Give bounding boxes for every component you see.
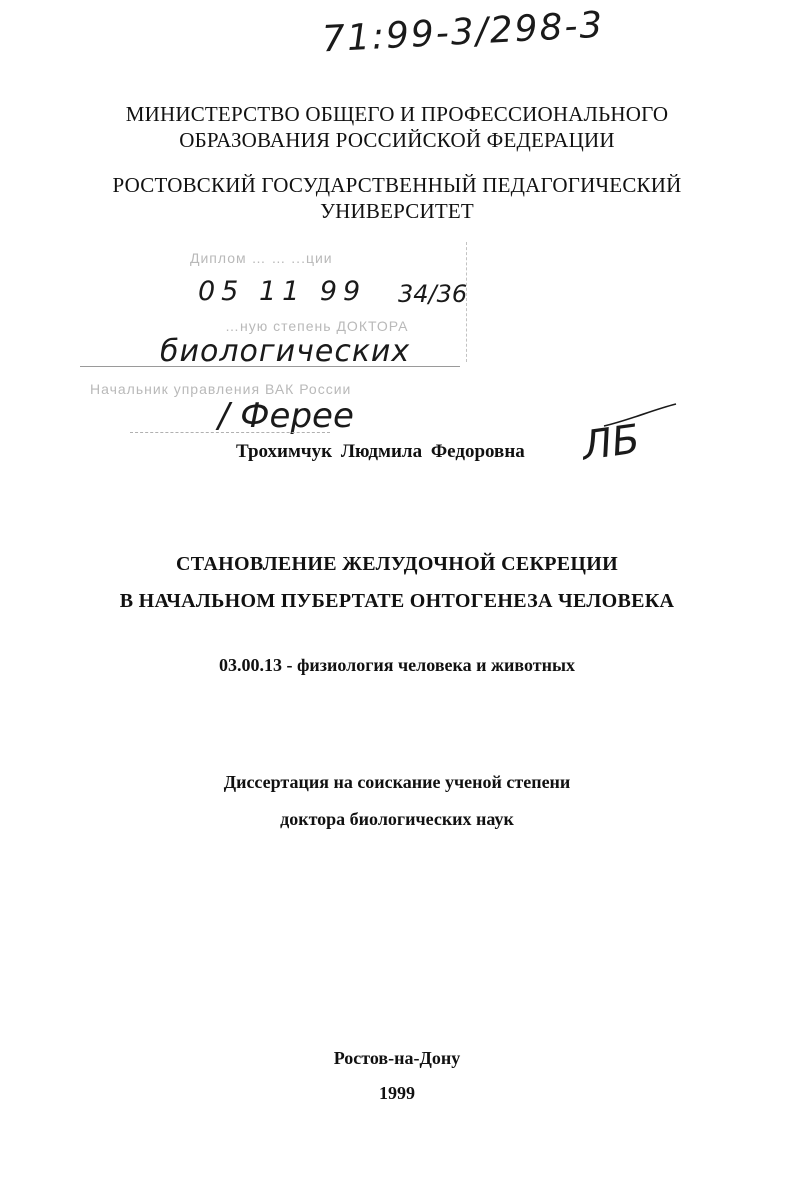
degree-line-1: Диссертация на соискание ученой степени [223, 772, 571, 792]
stamp-line-5: Начальник управления ВАК России [90, 381, 352, 397]
stamp-vertical-rule [466, 242, 467, 362]
degree-statement [0, 764, 794, 838]
ministry-header [0, 101, 794, 153]
dissertation-title [0, 546, 794, 620]
author-name: Трохимчук Людмила Федоровна [236, 441, 525, 462]
vak-stamp [80, 236, 480, 446]
archive-code: 71:99-3/298-3 [321, 4, 606, 61]
ministry-line-1: МИНИСТЕРСТВО ОБЩЕГО И ПРОФЕССИОНАЛЬНОГО [125, 102, 669, 126]
city: Ростов-на-Дону [333, 1048, 461, 1068]
author-initials: ЛБ [579, 416, 643, 470]
stamp-discipline: биологических [160, 334, 411, 369]
stamp-rule-2 [130, 432, 330, 433]
title-line-1: СТАНОВЛЕНИЕ ЖЕЛУДОЧНОЙ СЕКРЕЦИИ [175, 553, 618, 575]
stamp-signature: / Ферее [218, 396, 354, 436]
initials-flourish [600, 400, 680, 430]
ministry-line-2: ОБРАЗОВАНИЯ РОССИЙСКОЙ ФЕДЕРАЦИИ [179, 128, 615, 152]
stamp-line-1: Диплом … … ...ции [190, 250, 333, 266]
stamp-number: 34/36 [398, 280, 468, 308]
year: 1999 [379, 1083, 415, 1103]
stamp-line-3: …ную степень ДОКТОРА [225, 318, 409, 334]
stamp-date: 05 11 99 [198, 276, 367, 307]
specialty: 03.00.13 - физиология человека и животных [218, 655, 576, 675]
title-line-2: В НАЧАЛЬНОМ ПУБЕРТАТЕ ОНТОГЕНЕЗА ЧЕЛОВЕКА [119, 590, 675, 612]
university-line-1: РОСТОВСКИЙ ГОСУДАРСТВЕННЫЙ ПЕДАГОГИЧЕСКИЙ [112, 173, 682, 197]
degree-line-2: доктора биологических наук [280, 809, 514, 829]
university-line-2: УНИВЕРСИТЕТ [320, 199, 474, 223]
university-header [0, 172, 794, 224]
